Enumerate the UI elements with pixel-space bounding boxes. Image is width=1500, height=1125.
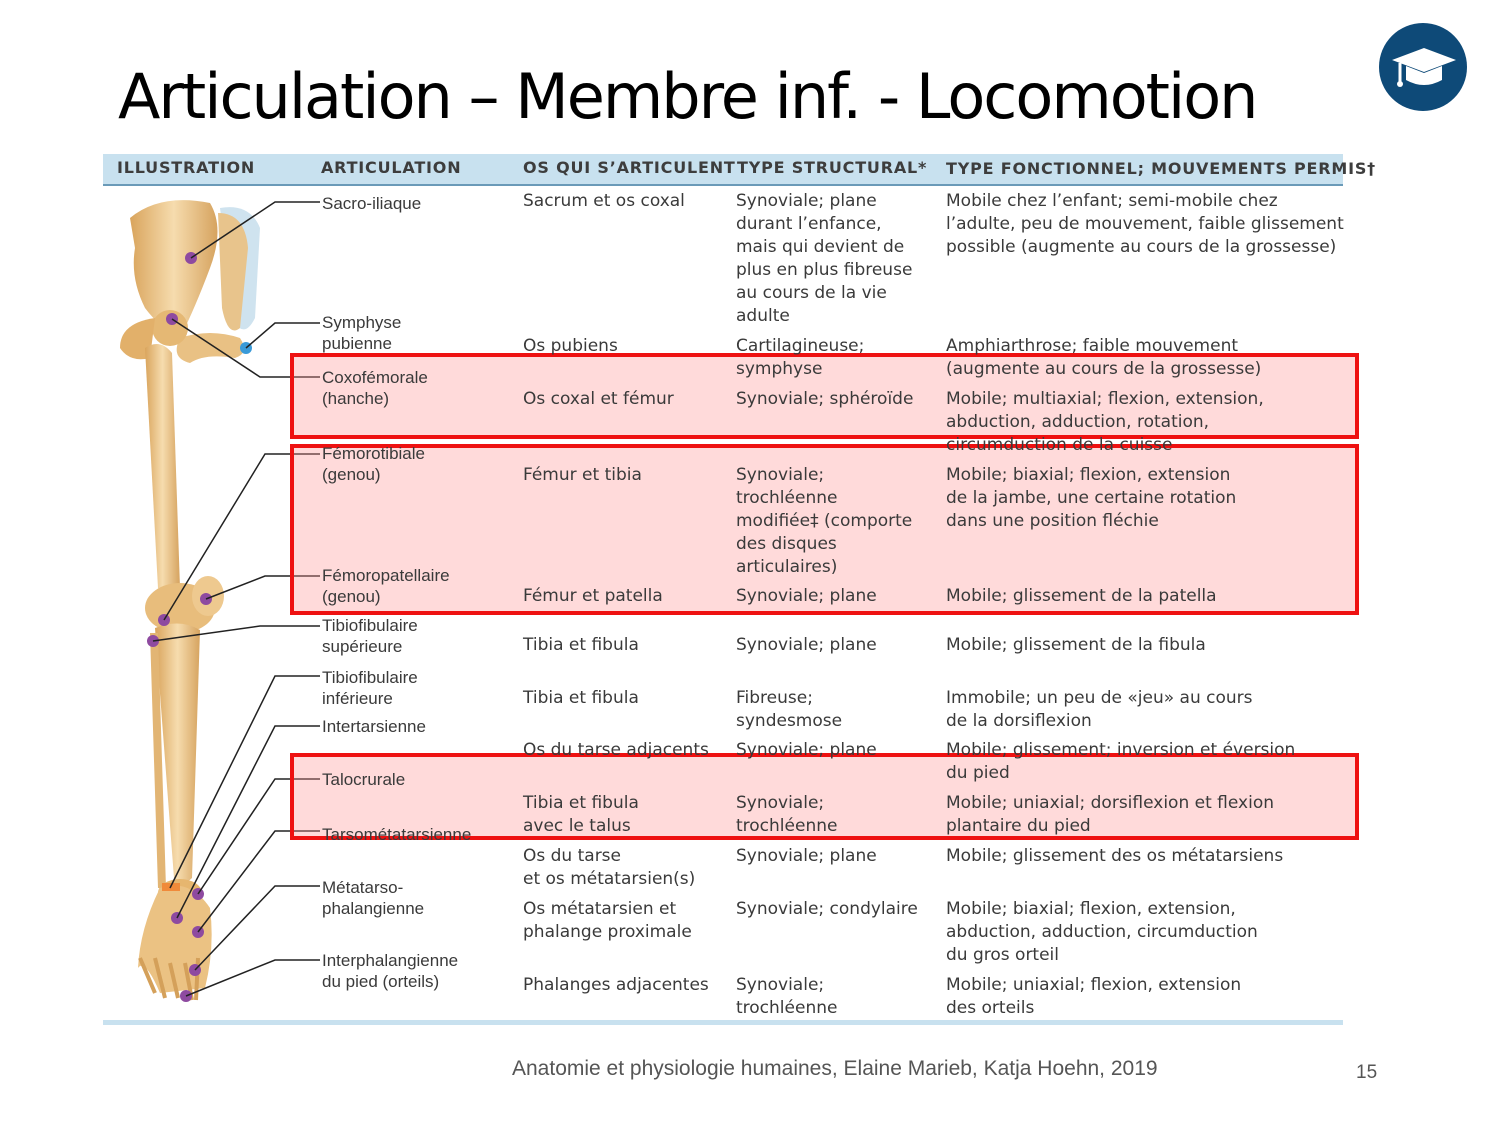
- table-header: [103, 154, 1376, 186]
- structural-cell: Synoviale; plane: [736, 191, 877, 211]
- structural-cell: Synoviale; plane: [736, 846, 877, 866]
- fonctionnel-cell: Mobile; biaxial; flexion, extension,: [946, 899, 1236, 919]
- fonctionnel-cell: de la jambe, une certaine rotation: [946, 488, 1237, 508]
- fonctionnel-cell: dans une position fléchie: [946, 511, 1159, 531]
- os-cell: Os coxal et fémur: [523, 389, 674, 409]
- os-cell: Os du tarse: [523, 846, 621, 866]
- structural-cell: trochléenne: [736, 998, 838, 1018]
- fonctionnel-cell: Mobile; glissement; inversion et éversion: [946, 740, 1296, 760]
- fonctionnel-cell: de la dorsiflexion: [946, 711, 1092, 731]
- fonctionnel-cell: Mobile chez l’enfant; semi-mobile chez: [946, 191, 1278, 211]
- articulation-label: Fémoropatellaire: [322, 566, 450, 585]
- structural-cell: Synoviale;: [736, 793, 825, 813]
- articulation-label: (hanche): [322, 389, 390, 408]
- os-cell: phalange proximale: [523, 922, 692, 942]
- os-cell: Tibia et fibula: [523, 688, 639, 708]
- structural-cell: des disques: [736, 534, 837, 554]
- slide-title: Articulation – Membre inf. - Locomotion: [118, 60, 1257, 133]
- header-articulation: ARTICULATION: [321, 158, 462, 177]
- structural-cell: mais qui devient de: [736, 237, 905, 257]
- os-cell: Os pubiens: [523, 336, 618, 356]
- header-type-fonctionnel: TYPE FONCTIONNEL; MOUVEMENTS PERMIS†: [946, 159, 1376, 178]
- articulation-label: du pied (orteils): [322, 972, 440, 991]
- structural-cell: modifiée‡ (comporte: [736, 511, 913, 531]
- fonctionnel-cell: Mobile; multiaxial; flexion, extension,: [946, 389, 1264, 409]
- os-cell: et os métatarsien(s): [523, 869, 696, 889]
- articulation-label: Tarsométatarsienne: [322, 825, 472, 844]
- fonctionnel-cell: du pied: [946, 763, 1010, 783]
- header-illustration: ILLUSTRATION: [117, 158, 256, 177]
- os-cell: Fémur et patella: [523, 586, 663, 606]
- articulation-label: Métatarso-: [322, 878, 404, 897]
- structural-cell: syndesmose: [736, 711, 843, 731]
- articulation-label: (genou): [322, 465, 381, 484]
- articulation-label: Intertarsienne: [322, 717, 426, 736]
- structural-cell: Synoviale;: [736, 465, 825, 485]
- structural-cell: Synoviale; plane: [736, 635, 877, 655]
- fonctionnel-cell: Mobile; biaxial; flexion, extension: [946, 465, 1231, 485]
- articulation-label: Talocrurale: [322, 770, 406, 789]
- fonctionnel-cell: Mobile; glissement des os métatarsiens: [946, 846, 1284, 866]
- os-cell: Os métatarsien et: [523, 899, 677, 919]
- structural-cell: symphyse: [736, 359, 823, 379]
- articulation-label: Fémorotibiale: [322, 444, 425, 463]
- fonctionnel-cell: (augmente au cours de la grossesse): [946, 359, 1262, 379]
- articulation-label: pubienne: [322, 334, 392, 353]
- fonctionnel-cell: Mobile; uniaxial; dorsiflexion et flexion: [946, 793, 1274, 813]
- fonctionnel-cell: abduction, adduction, rotation,: [946, 412, 1210, 432]
- os-cell: avec le talus: [523, 816, 631, 836]
- structural-cell: Synoviale; condylaire: [736, 899, 918, 919]
- articulation-label: supérieure: [322, 637, 403, 656]
- structural-cell: trochléenne: [736, 816, 838, 836]
- fonctionnel-cell: l’adulte, peu de mouvement, faible glissement: [946, 214, 1344, 234]
- articulation-label: Coxofémorale: [322, 368, 428, 387]
- fonctionnel-cell: abduction, adduction, circumduction: [946, 922, 1258, 942]
- structural-cell: trochléenne: [736, 488, 838, 508]
- structural-cell: adulte: [736, 306, 790, 326]
- os-cell: Os du tarse adjacents: [523, 740, 709, 760]
- header-type-structural: TYPE STRUCTURAL*: [737, 158, 928, 177]
- structural-cell: Synoviale;: [736, 975, 825, 995]
- graduation-cap-icon: [1378, 22, 1468, 112]
- fonctionnel-cell: circumduction de la cuisse: [946, 435, 1173, 455]
- fonctionnel-cell: Immobile; un peu de «jeu» au cours: [946, 688, 1253, 708]
- structural-cell: articulaires): [736, 557, 838, 577]
- articulation-label: Interphalangienne: [322, 951, 459, 970]
- fonctionnel-cell: Mobile; uniaxial; flexion, extension: [946, 975, 1242, 995]
- os-cell: Phalanges adjacentes: [523, 975, 709, 995]
- source-citation: Anatomie et physiologie humaines, Elaine Marieb, Katja Hoehn, 2019: [512, 1057, 1158, 1080]
- structural-cell: Fibreuse;: [736, 688, 813, 708]
- fonctionnel-cell: du gros orteil: [946, 945, 1059, 965]
- articulation-label: inférieure: [322, 689, 393, 708]
- fonctionnel-cell: Mobile; glissement de la fibula: [946, 635, 1206, 655]
- table-bottom-border: [103, 1020, 1343, 1025]
- fonctionnel-cell: Mobile; glissement de la patella: [946, 586, 1217, 606]
- articulation-label: Tibiofibulaire: [322, 616, 418, 635]
- articulation-label: Sacro-iliaque: [322, 194, 422, 213]
- structural-cell: Synoviale; plane: [736, 740, 877, 760]
- os-cell: Fémur et tibia: [523, 465, 642, 485]
- articulation-label: phalangienne: [322, 899, 425, 918]
- fonctionnel-cell: possible (augmente au cours de la grossesse): [946, 237, 1337, 257]
- structural-cell: durant l’enfance,: [736, 214, 882, 234]
- fonctionnel-cell: plantaire du pied: [946, 816, 1091, 836]
- articulation-label: (genou): [322, 587, 381, 606]
- fonctionnel-cell: des orteils: [946, 998, 1035, 1018]
- header-os: OS QUI S’ARTICULENT: [523, 158, 736, 177]
- os-cell: Tibia et fibula: [523, 635, 639, 655]
- os-cell: Tibia et fibula: [523, 793, 639, 813]
- articulation-label: Tibiofibulaire: [322, 668, 418, 687]
- structural-cell: Cartilagineuse;: [736, 336, 865, 356]
- structural-cell: au cours de la vie: [736, 283, 887, 303]
- os-cell: Sacrum et os coxal: [523, 191, 685, 211]
- structural-cell: Synoviale; sphéroïde: [736, 389, 914, 409]
- structural-cell: plus en plus fibreuse: [736, 260, 913, 280]
- page-number: 15: [1356, 1062, 1378, 1083]
- fonctionnel-cell: Amphiarthrose; faible mouvement: [946, 336, 1239, 356]
- articulation-label: Symphyse: [322, 313, 402, 332]
- structural-cell: Synoviale; plane: [736, 586, 877, 606]
